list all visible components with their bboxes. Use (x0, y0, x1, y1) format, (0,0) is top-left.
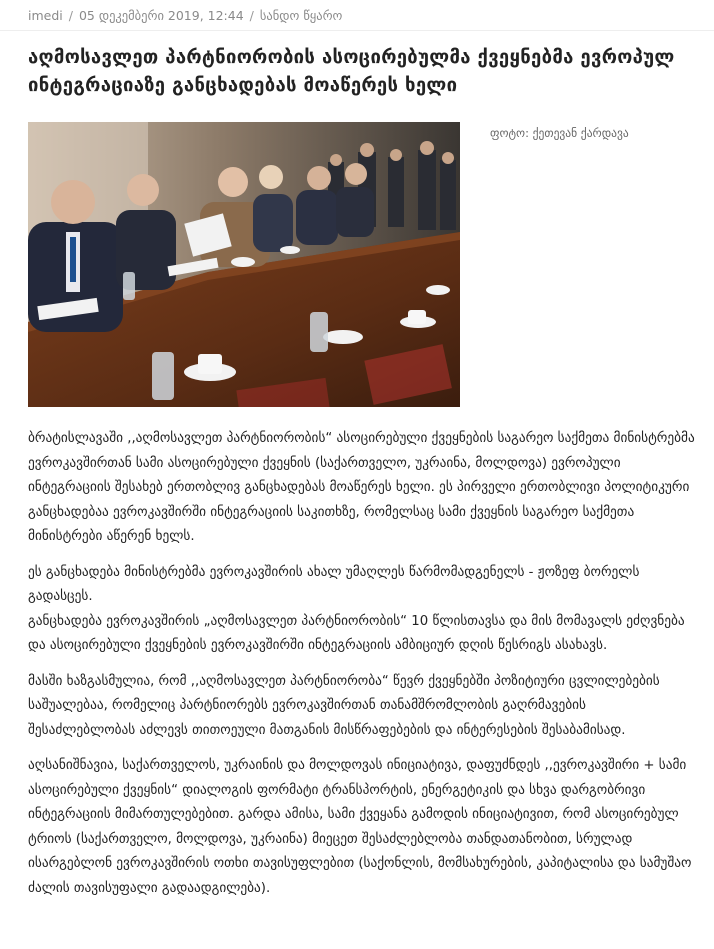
article-paragraph: ბრატისლავაში ,,აღმოსავლეთ პარტნიორობის“ ასოცირებული ქვეყნების საგარეო საქმეთა მინისტრებმა ევროკავშირთან სამი ასოცირებული ქვეყნის (საქართველო, უკრაინა, მოლდოვა) ევროპული ინტეგრაციის შესახებ ერთობლივ განცხადებას მოაწერეს ხელი. ეს პირველი ერთობლივი პოლიტიკური განცხადებაა ევროკავშირში ინტეგრაციის საკითხზე, რომელსაც სამი ქვეყნის საგარეო საქმეთა მინისტრები აწერენ ხელს. (28, 431, 695, 544)
article-photo (28, 122, 460, 407)
article-paragraph: მასში ხაზგასმულია, რომ ,,აღმოსავლეთ პარტნიორობა“ წევრ ქვეყნებში პოზიტიური ცვლილებების საშუალებაა, რომელიც პარტნიორებს ევროკავშირთან თანამშრომლობის გაღრმავების შესაძლებლობას აძლევს თითოეული მათგანის მისწრაფებების და ინტერესების შესაბამისად. (28, 673, 660, 738)
article-paragraph: ეს განცხადება მინისტრებმა ევროკავშირის ახალ უმაღლეს წარმომადგენელს - ჟოზეფ ბორელს გადასცეს. განცხადება ევროკავშირის „აღმოსავლეთ პარტნიორობის“ 10 წლისთავსა და მის მომავალს ეძღვნება და ასოცირებული ქვეყნების ევროკავშირში ინტეგრაციის ამბიციურ დღის წესრიგს ასახავს. (28, 564, 685, 653)
publish-date: 05 დეკემბერი 2019, 12:44 (78, 8, 244, 23)
article-paragraph: აღსანიშნავია, საქართველოს, უკრაინის და მოლდოვას ინიციატივა, დაფუძნდეს ,,ევროკავშირი + სამი ასოცირებული ქვეყნის“ დიალოგის ფორმატი ტრანსპორტის, ენერგეტიკის და სხვა დარგობრივი ინტეგრაციის მიმართულებებით. გარდა ამისა, სამი ქვეყანა გამოდის ინიციატივით, რომ ასოცირებულ ტრიოს (საქართველო, მოლდოვა, უკრაინა) მიეცეთ შესაძლებლობა თანდათანობით, სრულად ისარგებლონ ევროკავშირის ოთხი თავისუფლებით (საქონლის, მომსახურების, კაპიტალისა და სამუშაო ძალის თავისუფალი გადაადგილება). (28, 758, 692, 896)
article-body (28, 427, 696, 912)
article-title: აღმოსავლეთ პარტნიორობის ასოცირებულმა ქვეყნებმა ევროპულ ინტეგრაციაზე განცხადებას მოაწერეს ხელი (28, 47, 675, 96)
meta-separator: / (249, 8, 254, 23)
meta-separator: / (68, 8, 73, 23)
article-meta (28, 8, 342, 23)
category-link[interactable]: სანდო წყარო (259, 8, 343, 23)
meeting-photo-illustration (28, 122, 460, 407)
photo-caption: ფოტო: ქეთევან ქარდავა (490, 126, 629, 140)
source-label: imedi (28, 8, 63, 23)
divider (0, 30, 714, 31)
